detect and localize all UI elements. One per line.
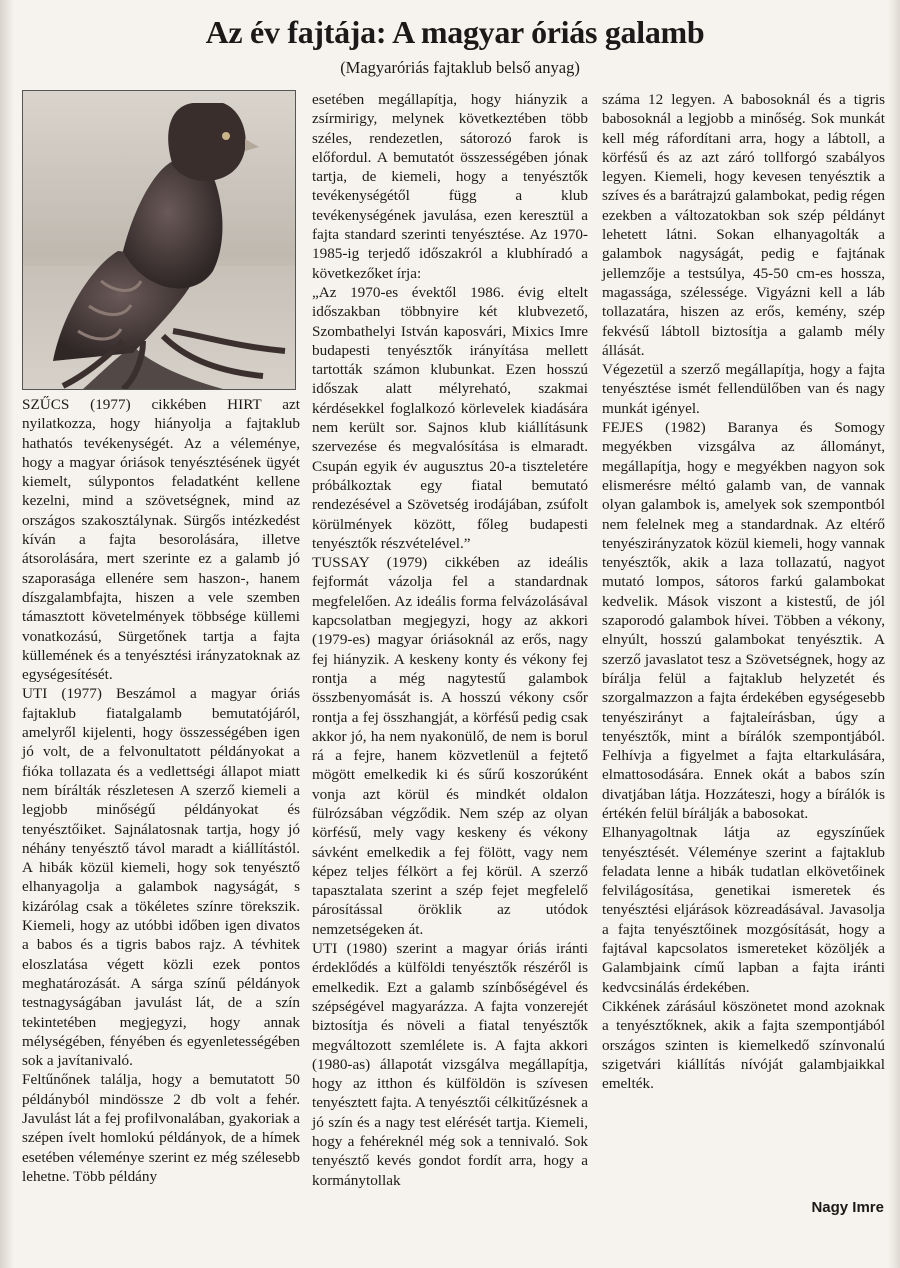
article-title: Az év fajtája: A magyar óriás galamb [205, 14, 705, 50]
paragraph: „Az 1970-es évektől 1986. évig eltelt időszakban többnyire két klubvezető, Szombathelyi István kaposvári, Mixics Imre budapesti tenyésztők irányítása mellett tartották számon klubunkat. Ezen hosszú időszak alatt mélyreható, szakmai kérdésekkel foglalkozó körlevelek kiadására nem került sor. Sajnos klub kiállításunk szervezése és megvalósítása is elmaradt. Csupán egyik év augusztus 20-a tiszteletére próbálkoztak egy fiatal bemutató rendezésével a Szövetség irodájában, zsúfolt körülmények között, főleg budapesti tenyésztők részvételével.” [312, 283, 588, 552]
column-3 [602, 90, 885, 1200]
column-2 [312, 90, 588, 1250]
paragraph: UTI (1977) Beszámol a magyar óriás fajtaklub fiatalgalamb bemutatójáról, amelyről kijelenti, hogy összességében igen jó volt, de a felvonultatott példányokat a fióka tollazata és a vedlettségi állapot miatt nem bírálták részletesen A szerző kiemeli a legjobb minőségű példányokat és tenyésztőiket. Sajnálatosnak tartja, hogy jó néhány tenyésztő távol maradt a kiállítástól. A hibák közül kiemeli, hogy sok tenyésztő elhanyagolja a galambok nagyságát, s kizárólag csak a tökéletes színre törekszik. Kiemeli, hogy az utóbbi időben igen divatos a babos és a tigris babos rajz. A tévhitek eloszlatása végett közli ezek pontos meghatározását. A sárga színű példányok testnagyságában javulást lát, de a szín tekintetében megjegyzi, hogy annak mélységében, fényében és egyenletességében sok a javítanivaló. [22, 685, 300, 1070]
paragraph: SZŰCS (1977) cikkében HIRT azt nyilatkozza, hogy hiányolja a fajtaklub hathatós tevékenységét. Az a véleménye, hogy a magyar óriások tenyésztésének ügyét kiemelt, súlypontos feladatként kellene kezelni, mind a szövetségnek, mind az országos szakosztálynak. Sürgős intézkedést kíván a fajta besorolására, illetve átsorolására, mert szerinte ez a galamb jó szaporasága ellenére sem haszon-, hanem díszgalambfajta, hiszen a vele szemben támasztott követelmények többsége küllemi vonatkozású, Sürgetőnek tartja a fajta küllemének és a tenyésztési irányzatoknak az egységesítését. [22, 396, 300, 684]
page-edge-right [888, 0, 900, 1268]
paragraph: FEJES (1982) Baranya és Somogy megyékben vizsgálva az állományt, megállapítja, hogy e megyékben nagyon sok elismerésre méltó galamb van, de vannak olyan galambok is, amelyek sok szempontból nem felelnek meg a standardnak. Az eltérő tenyészirányzatok közül kiemeli, hogy vannak tenyésztők, akik a laza tollazatú, nagyot mutató lompos, sátoros farkú galambokat kedvelik. Mások viszont a kistestű, de jól szaporodó galambok hívei. Többen a vékony, elnyúlt, hosszú galambokat tenyésztik. A szerző javaslatot tesz a Szövetségnek, hogy az bírálja felül a fajtaklub helyzetét és szorgalmazzon a fajta érdekében egységesebb tenyészirányt a fajtaleírásban, úgy a tenyésztők, mint a bírálók szempontjából. Felhívja a figyelmet a fajta eltarkulására, elmattosodására. Ennek okát a babos szín divatjában látja. Hozzáteszi, hogy a bírálók is értékén felül bírálják a babosokat. [602, 419, 885, 822]
page-edge-left [0, 0, 14, 1268]
paragraph: Elhanyagoltnak látja az egyszínűek tenyésztését. Véleménye szerint a fajtaklub feladata lenne a hibák tudatlan elkövetőinek felvilágosítása, genetikai ismeretek és tenyésztési eljárások közreadásával. Javasolja a fajta tenyésztőinek mozgósítását, hogy a fajtával kapcsolatos ismereteket közöljék a Galambjaink című lapban a fajta iránti kedvcsinálás érdekében. [602, 824, 885, 996]
article-subtitle: (Magyaróriás fajtaklub belső anyag) [340, 58, 580, 77]
paragraph: Cikkének zárásául köszönetet mond azoknak a tenyésztőknek, akik a fajta szempontjából országos szinten is kiemelkedő színvonalú szigetvári kiállítás nívóját galambjaikkal emelték. [602, 997, 885, 1093]
paragraph: TUSSAY (1979) cikkében az ideális fejformát vázolja fel a standardnak megfelelően. Az ideális forma felvázolásával kapcsolatban megjegyzi, hogy az akkori (1979-es) magyar óriásoknál az erős, nagy fej hiányzik. A keskeny konty és vékony fej rontja a még nagytestű galambok összbenyomását is. A hosszú vékony csőr rontja a fej összhangját, a körfésű pedig csak akkor jó, ha nem nyakonülő, de nem is borul rá a fejre, hanem közvetlenül a fejtető mögött emelkedik ki és sűrű koszorúként vonja azt körül és mindkét oldalon fülrózsában végződik. Nem szép az olyan körfésű, mely vagy keskeny és vékony sávként emelkedik a fej fölött, vagy nem képez teljes félkört a fej körül. A szerző tapasztalata szerint a szép fejet megfelelő párosítással öröklik az utódok nemzetségeken át. [312, 554, 588, 938]
paragraph: UTI (1980) szerint a magyar óriás iránti érdeklődés a külföldi tenyésztők részéről is emelkedik. Ezt a galamb színbőségével és szépségével magyarázza. A fajta vonzerejét biztosítja és növeli a fiatal tenyésztők megváltozott szemlélete is. A fajta akkori (1980-as) állapotát vizsgálva megállapítja, hogy az itthon és külföldön is szívesen tenyésztett fajta. A tenyésztői célkitűzésnek a jó szín és a nagy test elérését tartja. Kiemeli, hogy a fehéreknél még sok a tennivaló. Sok tenyésztő kevés gondot fordít arra, hogy a kormánytollak [312, 940, 588, 1189]
column-1 [22, 395, 300, 1235]
author-signature: Nagy Imre [811, 1199, 884, 1216]
paragraph: Végezetül a szerző megállapítja, hogy a fajta tenyésztése ismét fellendülőben van és nagy munkát igényel. [602, 361, 885, 417]
pigeon-photo [22, 90, 296, 390]
paragraph: száma 12 legyen. A babosoknál és a tigris babosoknál a legjobb a minőség. Sok munkát kell még ráfordítani arra, hogy a lábtoll, a körfésű és az azt záró tollforgó szabályos legyen. Kiemeli, hogy kevesen tenyésztik a szíves és a barátrajzú galambokat, pedig régen ezekben a változatokban sok szép példányt lehetett látni. Sokan elhanyagolták a galambok nagyságát, pedig e fajtának jellemzője a testsúlya, 45-50 cm-es hossza, magassága, szélessége. Vigyázni kell a láb tollazatára, hiszen az erős, kemény, szép fekvésű lábtoll biztosítja a galamb mély állását. [602, 91, 885, 359]
paragraph: Feltűnőnek találja, hogy a bemutatott 50 példányból mindössze 2 db volt a fehér. Javulást lát a fej profilvonalában, gyakoriak a szépen ívelt homlokú példányok, de a hímek esetében véleménye szerint ez még szélesebb lehetne. Több példány [22, 1071, 300, 1185]
paragraph: esetében megállapítja, hogy hiányzik a zsírmirigy, melynek következtében több széles, rendezetlen, sátorozó farok is előfordul. A bemutatót összességében jónak tartja, de kiemeli, hogy a tenyésztők tevékenységétől függ a klub tevékenységének javulása, ezen keresztül a fajta standard szerinti tenyésztése. Az 1970-1985-ig terjedő időszakról a klubhíradó a következőket írja: [312, 91, 588, 282]
